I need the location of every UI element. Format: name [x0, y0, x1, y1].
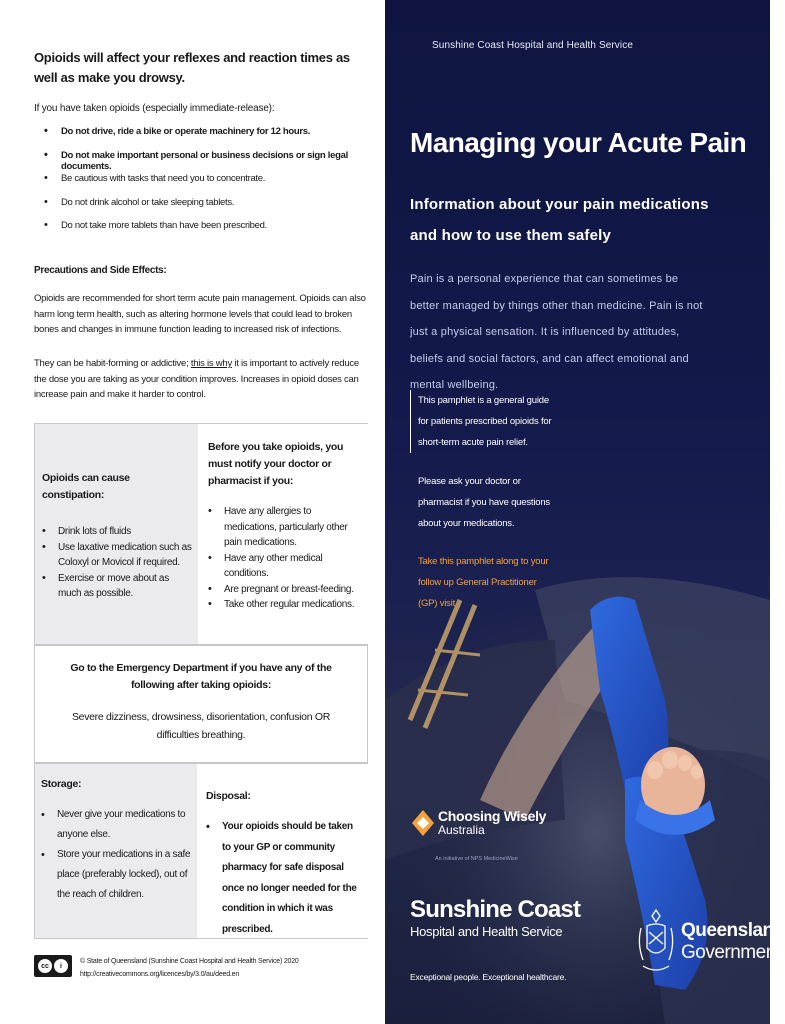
- cc-license-badge: [34, 955, 72, 977]
- disposal-section: [198, 764, 368, 938]
- emergency-text: Severe dizziness, drowsiness, disorientation, confusion OR difficulties breathing.: [71, 711, 331, 741]
- page-subtitle: Information about your pain medications and how to use them safely: [410, 196, 709, 244]
- constipation-list: [42, 524, 192, 602]
- list-item: • Do not take more tablets than have been prescribed.: [44, 219, 267, 232]
- list-item: • Have any allergies to medications, particularly other pain medications.: [208, 505, 348, 548]
- intro-text: If you have taken opioids (especially immediate-release):: [34, 103, 275, 114]
- info-box-constipation: [34, 423, 368, 645]
- list-item: • Do not drink alcohol or take sleeping tablets.: [44, 195, 235, 208]
- link-text[interactable]: this is why: [190, 358, 232, 369]
- section-heading: Precautions and Side Effects:: [34, 265, 167, 276]
- page-title: Managing your Acute Pain: [410, 127, 747, 158]
- attribution-icon: i: [54, 959, 68, 973]
- service-name: Sunshine Coast Hospital and Health Service: [432, 40, 633, 51]
- precaution-list: [44, 126, 374, 244]
- license-link[interactable]: http://creativecommons.org/licences/by/3.0/au/deed.en: [80, 971, 240, 978]
- sunshine-coast-tagline: Exceptional people. Exceptional healthcare.: [410, 972, 567, 982]
- list-item: • Never give your medications to anyone else.: [41, 809, 186, 840]
- left-panel: [0, 0, 385, 1024]
- sunshine-coast-logo: Sunshine Coast Hospital and Health Service: [410, 896, 581, 939]
- storage-section: [35, 764, 197, 938]
- info-box-notify: [198, 424, 368, 644]
- choosing-wisely-sub: Australia: [438, 823, 485, 837]
- storage-list: [41, 805, 191, 905]
- box-heading: Storage:: [41, 778, 82, 790]
- queensland-government-logo: [635, 904, 785, 980]
- list-item: • Take other regular medications.: [208, 598, 355, 610]
- right-panel: [385, 0, 785, 1024]
- queensland-name: Queensland: [681, 920, 785, 941]
- queensland-crest: [635, 904, 677, 980]
- lead-statement: Opioids will affect your reflexes and reaction times as well as make you drowsy.: [34, 50, 350, 85]
- list-item: • Exercise or move about as much as possible.: [42, 571, 169, 599]
- guide-note: This pamphlet is a general guide for patients prescribed opioids for short-term acute pain relief.: [410, 390, 560, 453]
- take-note: Take this pamphlet along to your follow up General Practitioner (GP) visit: [418, 556, 549, 609]
- disposal-list: [206, 817, 361, 940]
- choosing-wisely-name: Choosing Wisely: [438, 808, 547, 824]
- choosing-wisely-icon: [410, 808, 436, 838]
- list-item: • Drink lots of fluids: [42, 525, 131, 537]
- box-heading: Disposal:: [206, 790, 251, 802]
- list-item: • Do not drive, ride a bike or operate machinery for 12 hours.: [44, 125, 311, 137]
- description: Pain is a personal experience that can sometimes be better managed by things other than medicine. Pain is not just a physical sensation. It is influenced by attitudes, beliefs and social factors, and can affect emotional and mental wellbeing.: [410, 273, 703, 391]
- list-item: • Your opioids should be taken to your GP or community pharmacy for safe disposal once no longer needed for the condition in which it was prescribed.: [206, 821, 357, 935]
- box-heading: Before you take opioids, you must notify your doctor or pharmacist if you:: [208, 441, 344, 487]
- choosing-wisely-logo: [410, 808, 546, 838]
- notify-list: [208, 504, 360, 613]
- choosing-wisely-tagline: An initiative of NPS MedicineWise: [435, 856, 518, 862]
- government-label: Government: [681, 942, 781, 963]
- cc-icon: cc: [38, 959, 52, 973]
- ask-note: Please ask your doctor or pharmacist if you have questions about your medications.: [418, 476, 550, 529]
- list-item: • Be cautious with tasks that need you to concentrate.: [44, 172, 266, 185]
- list-item: • Do not make important personal or business decisions or sign legal documents.: [44, 148, 348, 172]
- list-item: • Use laxative medication such as Coloxyl or Movicol if required.: [42, 540, 192, 568]
- copyright-notice: © State of Queensland (Sunshine Coast Hospital and Health Service) 2020 http://creativecommons.org/licences/by/3.0/au/deed.en: [80, 955, 299, 981]
- list-item: • Store your medications in a safe place (preferably locked), out of the reach of children.: [41, 849, 191, 900]
- list-item: • Have any other medical conditions.: [208, 551, 323, 579]
- list-item: • Are pregnant or breast-feeding.: [208, 582, 354, 595]
- emergency-heading: Go to the Emergency Department if you have any of the following after taking opioids:: [70, 662, 332, 691]
- box-heading: Opioids can cause constipation:: [42, 472, 130, 501]
- paragraph: Opioids are recommended for short term acute pain management. Opioids can also harm long term health, such as altering hormone levels that could lead to broken bones and changes in immune function leading to increased risk of infections.: [34, 293, 366, 335]
- paragraph: They can be habit-forming or addictive; this is why it is important to actively reduce the dose you are taking as your condition improves. Increases in opioid doses can increase pain and make it harder to control.: [34, 358, 359, 400]
- emergency-box: [34, 645, 368, 763]
- storage-disposal-box: [34, 763, 368, 939]
